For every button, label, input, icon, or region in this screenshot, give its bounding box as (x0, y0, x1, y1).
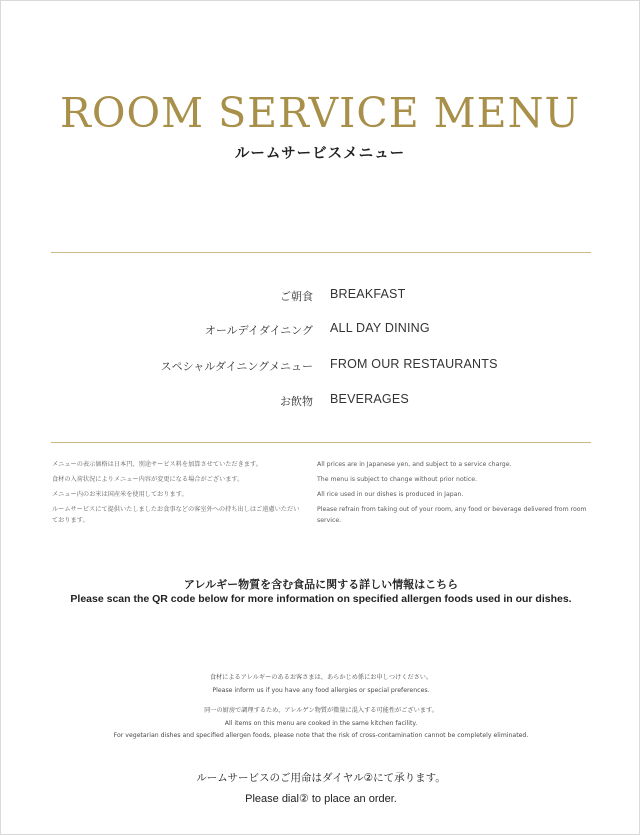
menu-item-en: BEVERAGES (330, 392, 409, 406)
allergen-heading-ja: アレルギー物質を含む食品に関する詳しい情報はこちら (183, 578, 459, 591)
menu-item-ja: オールデイダイニング (204, 324, 313, 337)
menu-link-restaurants[interactable] (1, 358, 640, 378)
page-subtitle: ルームサービスメニュー (234, 145, 406, 162)
menu-item-ja: スペシャルダイニングメニュー (160, 360, 313, 373)
order-instruction-ja: ルームサービスのご用命はダイヤル②にて承ります。 (196, 772, 446, 784)
menu-item-en: FROM OUR RESTAURANTS (330, 357, 498, 371)
allergy-note-ja: 食材によるアレルギーのあるお客さまは、あらかじめ係にお申しつけください。 (209, 674, 433, 681)
note-text: All prices are in Japanese yen, and subject to a service charge. (317, 461, 512, 468)
menu-item-ja: ご朝食 (280, 290, 313, 303)
notes-japanese (52, 459, 302, 530)
kitchen-note-en-2: For vegetarian dishes and specified allergen foods, please note that the risk of cross-contamination cannot be completely eliminated. (113, 732, 529, 739)
menu-item-en: ALL DAY DINING (330, 321, 430, 335)
allergy-note-en: Please inform us if you have any food allergies or special preferences. (212, 687, 430, 694)
menu-link-breakfast[interactable] (1, 288, 640, 308)
note-text: ルームサービスにて提供いたしましたお食事などの客室外への持ち出しはご遠慮いただいております。 (52, 506, 300, 524)
note-text: Please refrain from taking out of your room, any food or beverage delivered from room service. (317, 506, 587, 524)
kitchen-note-ja: 同一の厨房で調理するため、アレルゲン物質が微量に混入する可能性がございます。 (204, 707, 438, 714)
note-text: The menu is subject to change without prior notice. (317, 476, 478, 483)
menu-item-ja: お飲物 (280, 395, 313, 408)
kitchen-note-en-1: All items on this menu are cooked in the same kitchen facility. (224, 720, 418, 727)
note-text: メニューの表示価格は日本円、別途サービス料を加算させていただきます。 (52, 461, 262, 468)
note-text: All rice used in our dishes is produced in Japan. (317, 491, 464, 498)
menu-item-en: BREAKFAST (330, 287, 406, 301)
notes-english (317, 459, 597, 530)
allergen-heading-en: Please scan the QR code below for more information on specified allergen foods used in our dishes. (70, 593, 572, 605)
order-instruction-en: Please dial② to place an order. (245, 793, 397, 805)
page-title: ROOM SERVICE MENU (59, 89, 580, 137)
menu-link-all-day-dining[interactable] (1, 322, 640, 342)
note-text: 食材の入荷状況によりメニュー内容が変更になる場合がございます。 (52, 476, 244, 483)
bottom-divider (51, 442, 591, 443)
top-divider (51, 252, 591, 253)
note-text: メニュー内のお米は国産米を使用しております。 (52, 491, 188, 498)
menu-link-beverages[interactable] (1, 393, 640, 413)
